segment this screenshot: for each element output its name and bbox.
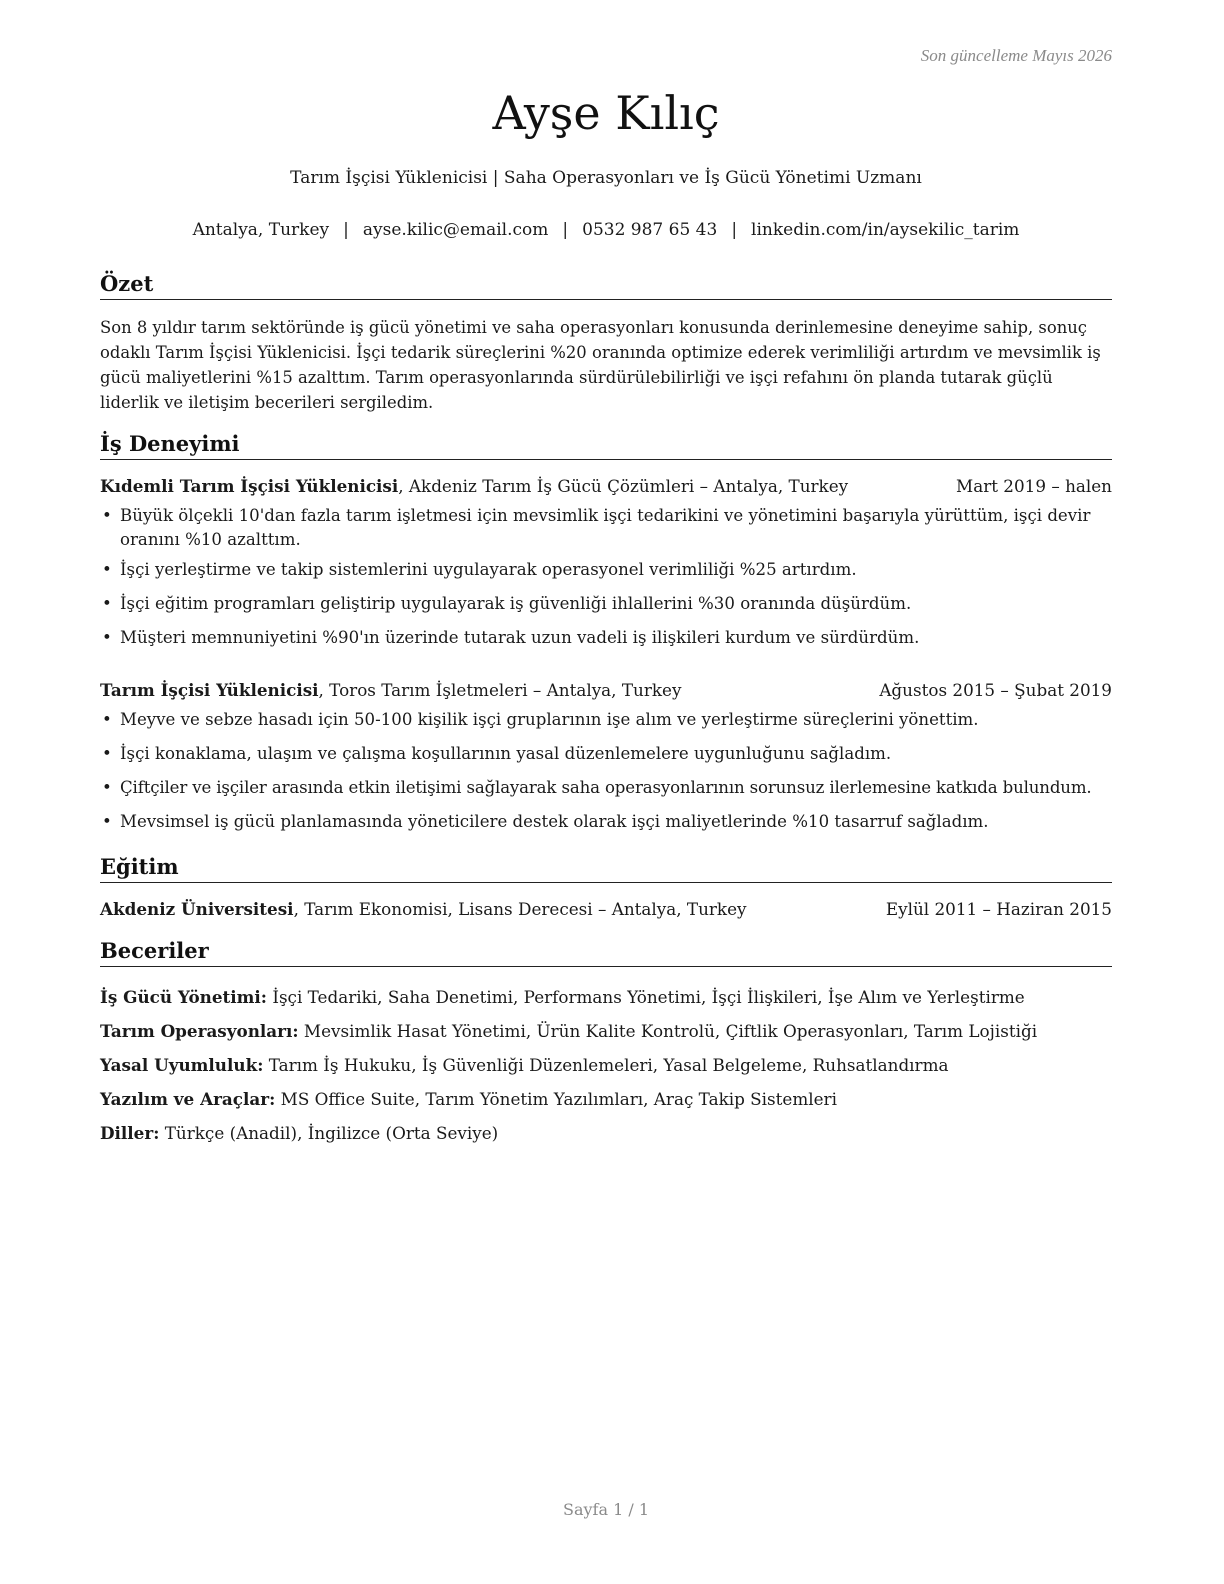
job-role: Kıdemli Tarım İşçisi Yüklenicisi <box>100 476 399 496</box>
skill-label: Yasal Uyumluluk: <box>100 1055 264 1075</box>
contact-email[interactable]: ayse.kilic@email.com <box>362 220 549 240</box>
section-title-experience: İş Deneyimi <box>100 430 1112 460</box>
job-dates: Ağustos 2015 – Şubat 2019 <box>879 680 1112 700</box>
skill-label: Diller: <box>100 1123 160 1143</box>
skill-row <box>100 1082 1112 1116</box>
contact-line <box>100 220 1112 240</box>
job-bullet: • Meyve ve sebze hasadı için 50-100 kişilik işçi gruplarının işe alım ve yerleştirme süreçlerini yönettim. <box>100 708 1130 732</box>
contact-linkedin[interactable]: linkedin.com/in/aysekilic_tarim <box>751 220 1020 240</box>
education-details: , Tarım Ekonomisi, Lisans Derecesi – Antalya, Turkey <box>293 899 747 919</box>
skill-row <box>100 1116 1112 1150</box>
skill-row <box>100 980 1112 1014</box>
job-dates: Mart 2019 – halen <box>956 476 1112 496</box>
contact-separator: | <box>731 220 738 240</box>
contact-separator: | <box>562 220 569 240</box>
skill-label: Tarım Operasyonları: <box>100 1021 299 1041</box>
skill-label: İş Gücü Yönetimi: <box>100 987 267 1007</box>
job-company: , Akdeniz Tarım İş Gücü Çözümleri – Antalya, Turkey <box>398 476 849 496</box>
skill-row <box>100 1048 1112 1082</box>
job-company: , Toros Tarım İşletmeleri – Antalya, Turkey <box>318 680 682 700</box>
last-updated: Son güncelleme Mayıs 2026 <box>920 46 1112 65</box>
section-title-summary: Özet <box>100 270 1112 300</box>
skill-value: Türkçe (Anadil), İngilizce (Orta Seviye) <box>159 1123 499 1143</box>
skill-value: İşçi Tedariki, Saha Denetimi, Performans Yönetimi, İşçi İlişkileri, İşe Alım ve Yerleştirme <box>266 987 1025 1007</box>
education-school: Akdeniz Üniversitesi <box>100 899 294 919</box>
job-bullet: • Müşteri memnuniyetini %90'ın üzerinde tutarak uzun vadeli iş ilişkileri kurdum ve sürdürdüm. <box>100 626 1112 650</box>
contact-phone[interactable]: 0532 987 65 43 <box>582 220 718 240</box>
contact-separator: | <box>343 220 349 240</box>
job-bullet: • Çiftçiler ve işçiler arasında etkin iletişimi sağlayarak saha operasyonlarının sorunsuz ilerlemesine katkıda bulundum. <box>100 776 1130 800</box>
page-number: Sayfa 1 / 1 <box>562 1500 649 1519</box>
section-title-education: Eğitim <box>100 853 1112 883</box>
contact-location: Antalya, Turkey <box>192 220 330 240</box>
job-bullet: • İşçi konaklama, ulaşım ve çalışma koşullarının yasal düzenlemelere uygunluğunu sağladım. <box>100 742 1130 766</box>
skill-row <box>100 1014 1112 1048</box>
job-role: Tarım İşçisi Yüklenicisi <box>100 680 319 700</box>
skill-value: MS Office Suite, Tarım Yönetim Yazılımları, Araç Takip Sistemleri <box>275 1089 837 1109</box>
summary-text: Son 8 yıldır tarım sektöründe iş gücü yönetimi ve saha operasyonları konusunda derinlemesine deneyime sahip, sonuç odaklı Tarım İşçisi Yüklenicisi. İşçi tedarik süreçlerini %20 oranında optimize ederek verimliliği artırdım ve mevsimlik iş gücü maliyetlerini %15 azalttım. Tarım operasyonlarında sürdürülebilirliği ve işçi refahını ön planda tutarak güçlü liderlik ve iletişim becerileri sergiledim. <box>100 318 1101 412</box>
education-entry <box>100 897 1112 921</box>
job-bullet: • İşçi eğitim programları geliştirip uygulayarak iş güvenliği ihlallerini %30 oranında düşürdüm. <box>100 592 1112 616</box>
job-bullet: • Mevsimsel iş gücü planlamasında yöneticilere destek olarak işçi maliyetlerinde %10 tasarruf sağladım. <box>100 810 1130 834</box>
candidate-name: Ayşe Kılıç <box>492 86 720 140</box>
skill-value: Tarım İş Hukuku, İş Güvenliği Düzenlemeleri, Yasal Belgeleme, Ruhsatlandırma <box>263 1055 949 1075</box>
job-bullet: • Büyük ölçekli 10'dan fazla tarım işletmesi için mevsimlik işçi tedarikini ve yönetimini başarıyla yürüttüm, işçi devir oranını %10 azalttım. <box>100 504 1112 552</box>
job-bullet: • İşçi yerleştirme ve takip sistemlerini uygulayarak operasyonel verimliliği %25 artırdım. <box>100 558 1112 582</box>
job-bullets <box>100 708 1130 834</box>
headline: Tarım İşçisi Yüklenicisi | Saha Operasyonları ve İş Gücü Yönetimi Uzmanı <box>290 168 922 188</box>
skill-value: Mevsimlik Hasat Yönetimi, Ürün Kalite Kontrolü, Çiftlik Operasyonları, Tarım Lojistiği <box>298 1021 1038 1041</box>
job-header <box>100 678 1112 702</box>
resume-page <box>100 0 1112 1584</box>
education-dates: Eylül 2011 – Haziran 2015 <box>885 899 1112 919</box>
skill-label: Yazılım ve Araçlar: <box>100 1089 276 1109</box>
job-bullets <box>100 504 1112 650</box>
skills-list <box>100 980 1112 1150</box>
job-header <box>100 474 1112 498</box>
section-title-skills: Beceriler <box>100 937 1112 967</box>
